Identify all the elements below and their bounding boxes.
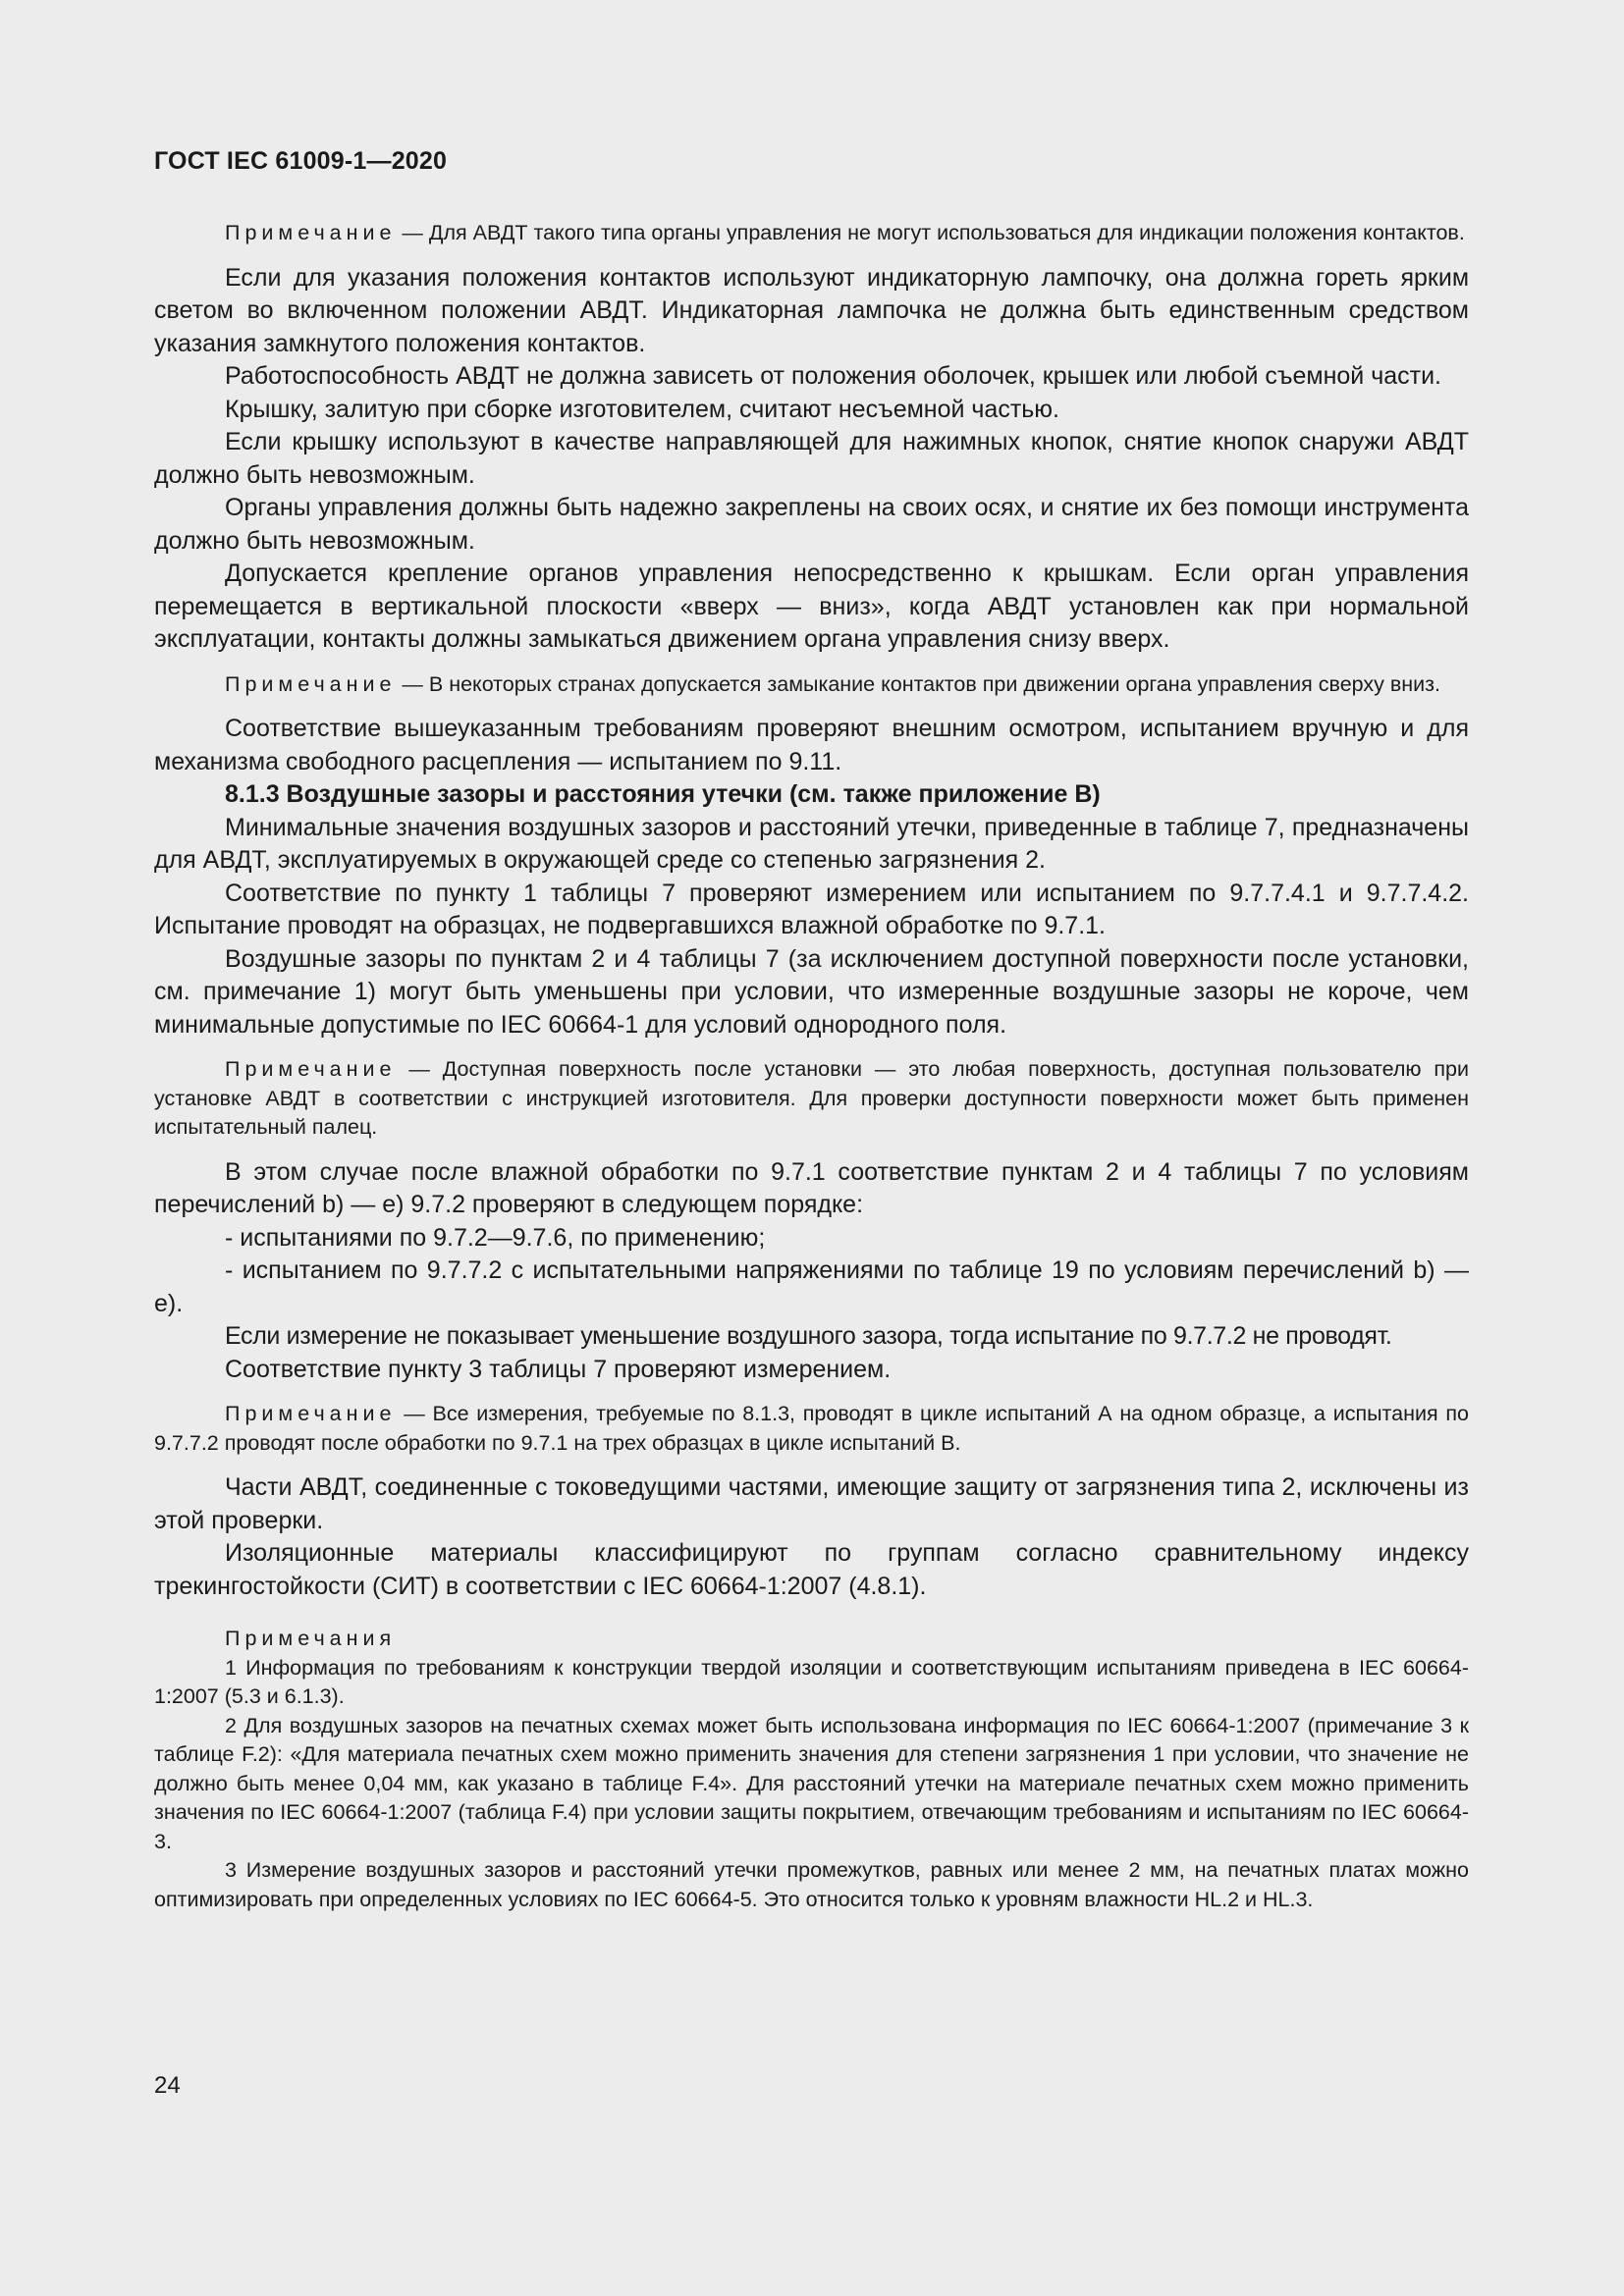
note-text: — В некоторых странах допускается замыкание контактов при движении органа управления сверху вниз. (396, 671, 1440, 696)
paragraph: Изоляционные материалы классифицируют по группам согласно сравнительному индексу трекингостойкости (СИТ) в соответствии с IEC 60664-1:2007 (4.8.1). (154, 1539, 1469, 1600)
paragraph: Если крышку используют в качестве направляющей для нажимных кнопок, снятие кнопок снаружи АВДТ должно быть невозможным. (154, 428, 1469, 489)
note-text: — Для АВДТ такого типа органы управления не могут использоваться для индикации положения контактов. (396, 221, 1465, 244)
note-lead: Примечание (225, 221, 397, 244)
note-text: — Доступная поверхность после установки — это любая поверхность, доступная пользователю при установке АВДТ в соответствии с инструкцией изготовителя. Для проверки доступности поверхности может быть применен испытательный палец. (154, 1057, 1469, 1139)
list-item: - испытаниями по 9.7.2—9.7.6, по применению; (225, 1223, 766, 1252)
note-text: — Все измерения, требуемые по 8.1.3, проводят в цикле испытаний А на одном образце, а испытания по 9.7.7.2 проводят после обработки по 9.7.1 на трех образцах в цикле испытаний В. (154, 1402, 1469, 1455)
paragraph: Воздушные зазоры по пунктам 2 и 4 таблицы 7 (за исключением доступной поверхности после установки, см. примечание 1) могут быть уменьшены при условии, что измеренные воздушные зазоры не короче, чем минимальные допустимые по IEC 60664-1 для условий однородного поля. (154, 944, 1469, 1039)
paragraph: Соответствие вышеуказанным требованиям проверяют внешним осмотром, испытанием вручную и для механизма свободного расцепления — испытанием по 9.11. (154, 715, 1469, 775)
note-lead: Примечание (225, 1402, 397, 1425)
note-lead: Примечание (225, 1057, 397, 1081)
notes-title (154, 1625, 1469, 1654)
paragraph: Если для указания положения контактов используют индикаторную лампочку, она должна гореть ярким светом во включенном положении АВДТ. Индикаторная лампочка не должна быть единственным средством указания замкнутого положения контактов. (154, 263, 1469, 357)
paragraph: Работоспособность АВДТ не должна зависеть от положения оболочек, крышек или любой съемной части. (225, 362, 1441, 390)
paragraph: Соответствие пункту 3 таблицы 7 проверяют измерением. (225, 1355, 892, 1383)
notes-item-2: 2 Для воздушных зазоров на печатных схемах может быть использована информация по IEC 60664-1:2007 (примечание 3 к таблице F.2): «Для материала печатных схем можно применить значения для степени загрязнения 1 при условии, что значение не должно быть менее 0,04 мм, как указано в таблице F.4». Для расстояний утечки на материале печатных схем можно применить значения по IEC 60664-1:2007 (таблица F.4) при условии защиты покрытием, отвечающим требованиям и испытаниям по IEC 60664-3. (154, 1713, 1469, 1853)
notes-item-3: 3 Измерение воздушных зазоров и расстояний утечки промежутков, равных или менее 2 мм, на печатных платах можно оптимизировать при определенных условиях по IEC 60664-5. Это относится только к уровням влажности HL.2 и HL.3. (154, 1858, 1469, 1911)
paragraph: Органы управления должны быть надежно закреплены на своих осях, и снятие их без помощи инструмента должно быть невозможным. (154, 494, 1469, 555)
paragraph: Крышку, залитую при сборке изготовителем, считают несъемной частью. (225, 395, 1059, 423)
section-heading-8-1-3: 8.1.3 Воздушные зазоры и расстояния утечки (см. также приложение В) (225, 780, 1101, 808)
document-page (154, 147, 1469, 1914)
note-4 (154, 1400, 1469, 1458)
paragraph: Если измерение не показывает уменьшение воздушного зазора, тогда испытание по 9.7.7.2 не проводят. (225, 1322, 1392, 1350)
note-2 (154, 670, 1469, 700)
paragraph: Минимальные значения воздушных зазоров и расстояний утечки, приведенные в таблице 7, предназначены для АВДТ, эксплуатируемых в окружающей среде со степенью загрязнения 2. (154, 813, 1469, 874)
paragraph: Соответствие по пункту 1 таблицы 7 проверяют измерением или испытанием по 9.7.7.4.1 и 9.7.7.4.2. Испытание проводят на образцах, не подвергавшихся влажной обработке по 9.7.1. (154, 879, 1469, 939)
note-1 (154, 219, 1469, 248)
notes-item-1: 1 Информация по требованиям к конструкции твердой изоляции и соответствующим испытаниям приведена в IEC 60664-1:2007 (5.3 и 6.1.3). (154, 1655, 1469, 1708)
notes-block (154, 1625, 1469, 1914)
note-lead: Примечание (225, 671, 397, 696)
page-number: 24 (154, 2072, 181, 2099)
body-text (154, 219, 1469, 1914)
list-item: - испытанием по 9.7.7.2 с испытательными напряжениями по таблице 19 по условиям перечислений b) — e). (154, 1256, 1469, 1317)
notes-title-text: Примечания (225, 1627, 397, 1650)
note-3 (154, 1055, 1469, 1143)
paragraph: В этом случае после влажной обработки по 9.7.1 соответствие пунктам 2 и 4 таблицы 7 по условиям перечислений b) — e) 9.7.2 проверяют в следующем порядке: (154, 1157, 1469, 1218)
paragraph: Части АВДТ, соединенные с токоведущими частями, имеющие защиту от загрязнения типа 2, исключены из этой проверки. (154, 1473, 1469, 1534)
document-header: ГОСТ IEC 61009-1—2020 (154, 147, 448, 175)
paragraph: Допускается крепление органов управления непосредственно к крышкам. Если орган управления перемещается в вертикальной плоскости «вверх — вниз», когда АВДТ установлен как при нормальной эксплуатации, контакты должны замыкаться движением органа управления снизу вверх. (154, 560, 1469, 653)
